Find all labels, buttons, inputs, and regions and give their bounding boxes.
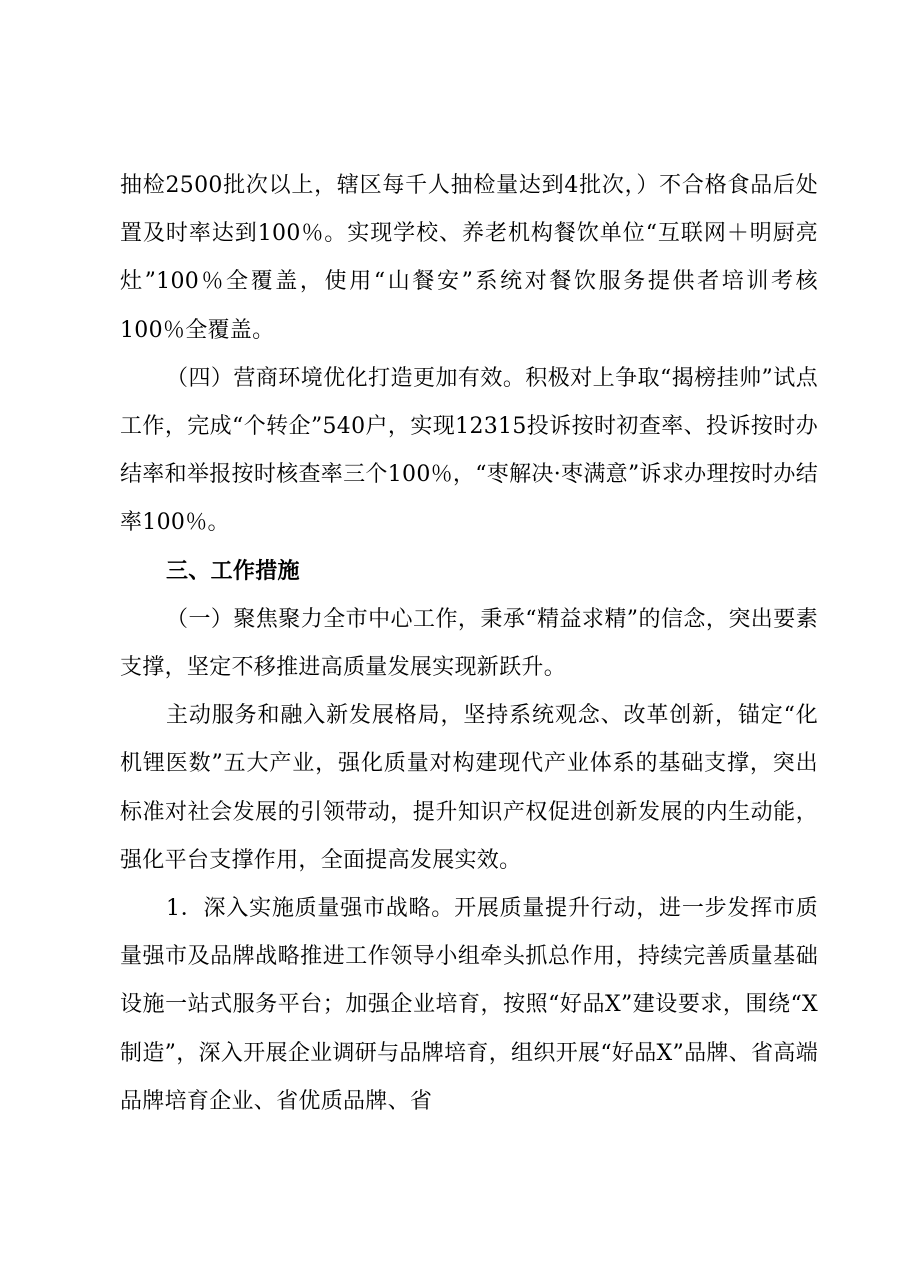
paragraph-continuation: 抽检2500批次以上，辖区每千人抽检量达到4批次，）不合格食品后处置及时率达到100％。实现学校、养老机构餐饮单位“互联网＋明厨亮灶”100％全覆盖，使用“山餐安”系统对餐饮服务提供者培训考核100％全覆盖。	[120, 173, 818, 343]
document-body	[120, 162, 818, 1126]
paragraph-business-environment: （四）营商环境优化打造更加有效。积极对上争取“揭榜挂帅”试点工作，完成“个转企”540户，实现12315投诉按时初查率、投诉按时办结率和举报按时核查率三个100％，“枣解决·枣满意”诉求办理按时办结率100％。	[120, 365, 818, 536]
section-heading-work-measures: 三、工作措施	[166, 558, 300, 584]
paragraph-quality-strategy: 1．深入实施质量强市战略。开展质量提升行动，进一步发挥市质量强市及品牌战略推进工作领导小组牵头抓总作用，持续完善质量基础设施一站式服务平台；加强企业培育，按照“好品X”建设要求，围绕“X制造”，深入开展企业调研与品牌培育，组织开展“好品X”品牌、省高端品牌培育企业、省优质品牌、省	[120, 896, 818, 1114]
paragraph-development-pattern: 主动服务和融入新发展格局，坚持系统观念、改革创新，锚定“化机锂医数”五大产业，强化质量对构建现代产业体系的基础支撑，突出标准对社会发展的引领带动，提升知识产权促进创新发展的内生动能，强化平台支撑作用，全面提高发展实效。	[120, 703, 818, 873]
subsection-heading-one: （一）聚焦聚力全市中心工作，秉承“精益求精”的信念，突出要素支撑，坚定不移推进高质量发展实现新跃升。	[120, 606, 818, 681]
